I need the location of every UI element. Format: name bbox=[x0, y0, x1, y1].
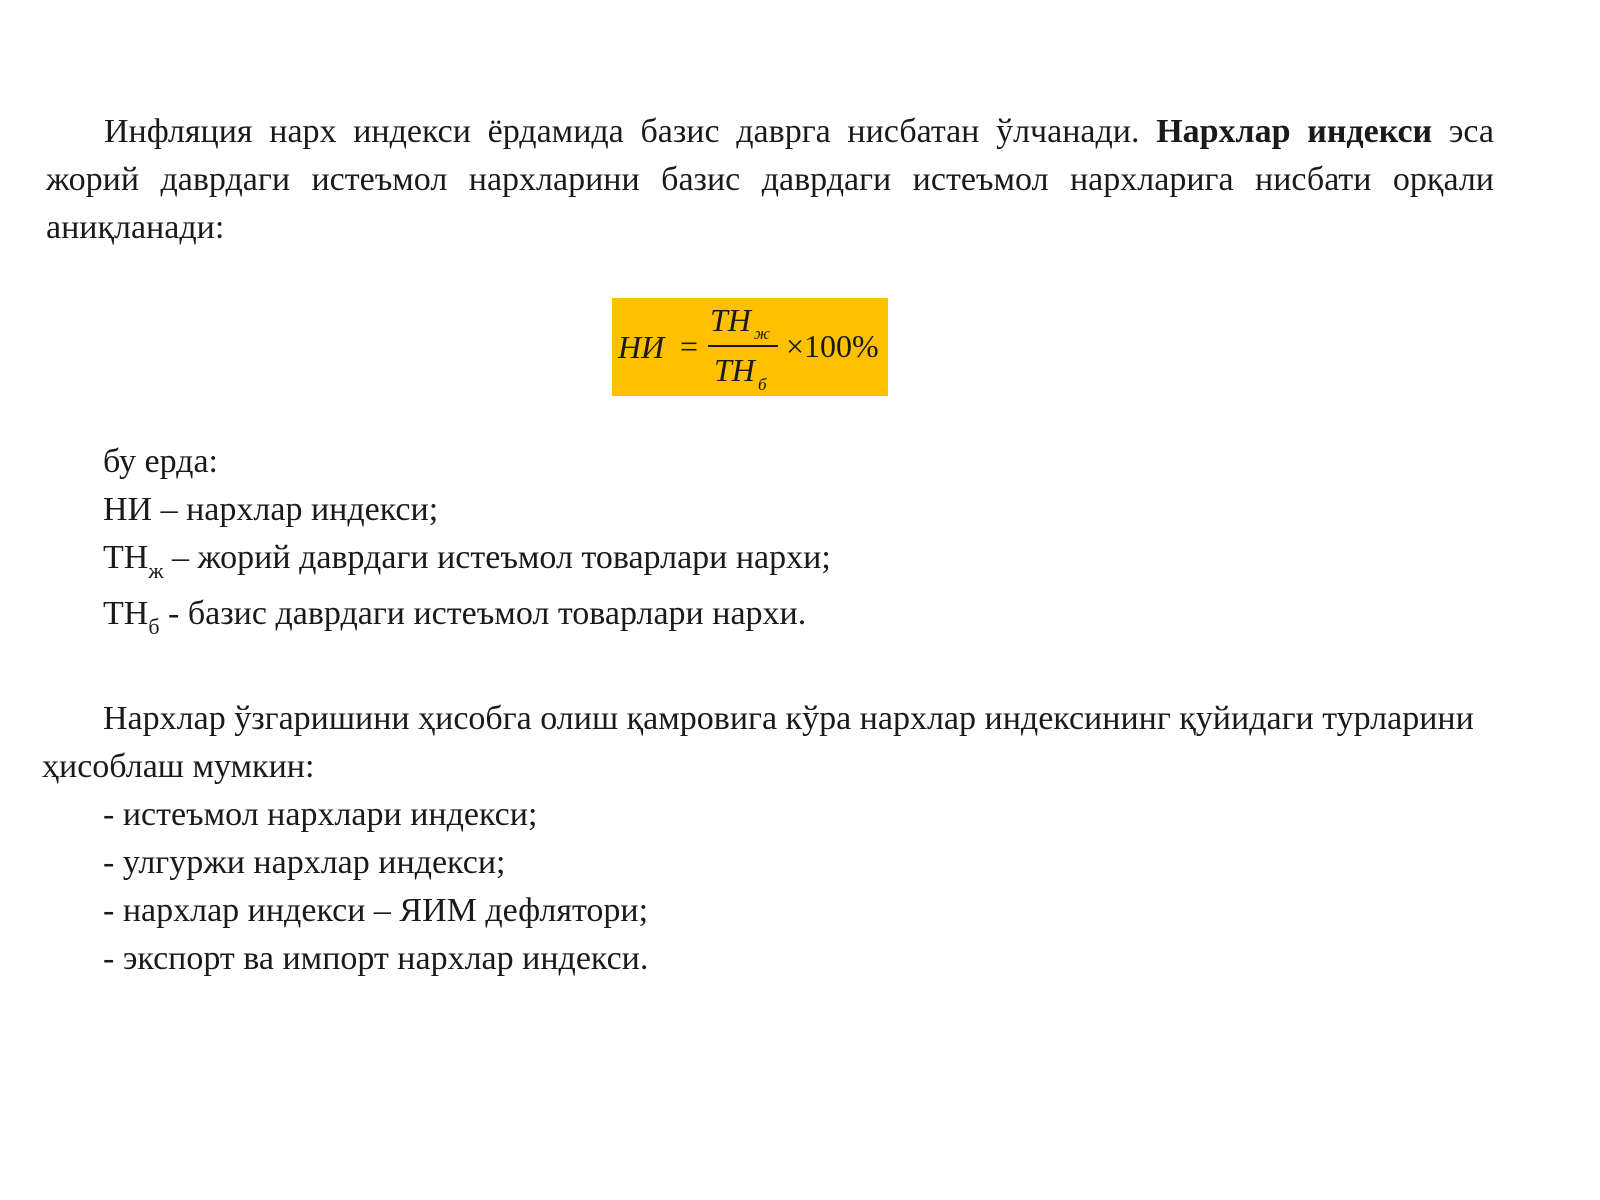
legend-symbol: ТН bbox=[103, 595, 149, 632]
legend-subscript: ж bbox=[148, 558, 164, 583]
legend-item-ni bbox=[103, 490, 438, 530]
legend-text: – жорий даврдаги истеъмол товарлари нархи; bbox=[163, 539, 831, 576]
formula-fraction-bar bbox=[708, 345, 778, 347]
intro-bold-term: Нархлар индекси bbox=[1156, 113, 1433, 150]
list-item: - экспорт ва импорт нархлар индекси. bbox=[103, 940, 649, 977]
formula-equals: = bbox=[680, 328, 699, 364]
formula-denominator: ТН bbox=[714, 352, 755, 388]
intro-paragraph bbox=[46, 108, 1494, 252]
list-item: - нархлар индекси – ЯИМ дефлятори; bbox=[103, 892, 649, 929]
formula-lhs: НИ bbox=[618, 329, 665, 365]
formula-box bbox=[612, 298, 888, 396]
legend-text: – нархлар индекси; bbox=[152, 491, 439, 528]
legend-intro: бу ерда: bbox=[103, 443, 218, 480]
legend-item-tn-base bbox=[103, 594, 807, 639]
formula-multiplier: ×100% bbox=[786, 328, 879, 364]
types-paragraph: Нархлар ўзгаришини ҳисобга олиш қамровига кўра нархлар индексининг қуйидаги турларини ҳисоблаш мумкин: bbox=[42, 700, 1474, 785]
legend-text: - базис даврдаги истеъмол товарлари нархи. bbox=[159, 595, 807, 632]
intro-text-1: Инфляция нарх индекси ёрдамида базис даврга нисбатан ўлчанади. bbox=[104, 113, 1157, 150]
formula-numerator-subscript: ж bbox=[754, 324, 770, 343]
legend-symbol: НИ bbox=[103, 491, 153, 528]
formula-numerator: ТН bbox=[710, 302, 751, 338]
legend-item-tn-current bbox=[103, 538, 831, 583]
intro-text-2: эса жорий даврдаги истеъмол нархларини базис даврдаги истеъмол нархларига нисбати орқали аниқланади: bbox=[46, 113, 1494, 246]
list-item: - истеъмол нархлари индекси; bbox=[103, 796, 538, 833]
list-item: - улгуржи нархлар индекси; bbox=[103, 844, 506, 881]
legend-symbol: ТН bbox=[103, 539, 149, 576]
legend-subscript: б bbox=[148, 614, 160, 639]
formula-denominator-subscript: б bbox=[758, 375, 767, 394]
